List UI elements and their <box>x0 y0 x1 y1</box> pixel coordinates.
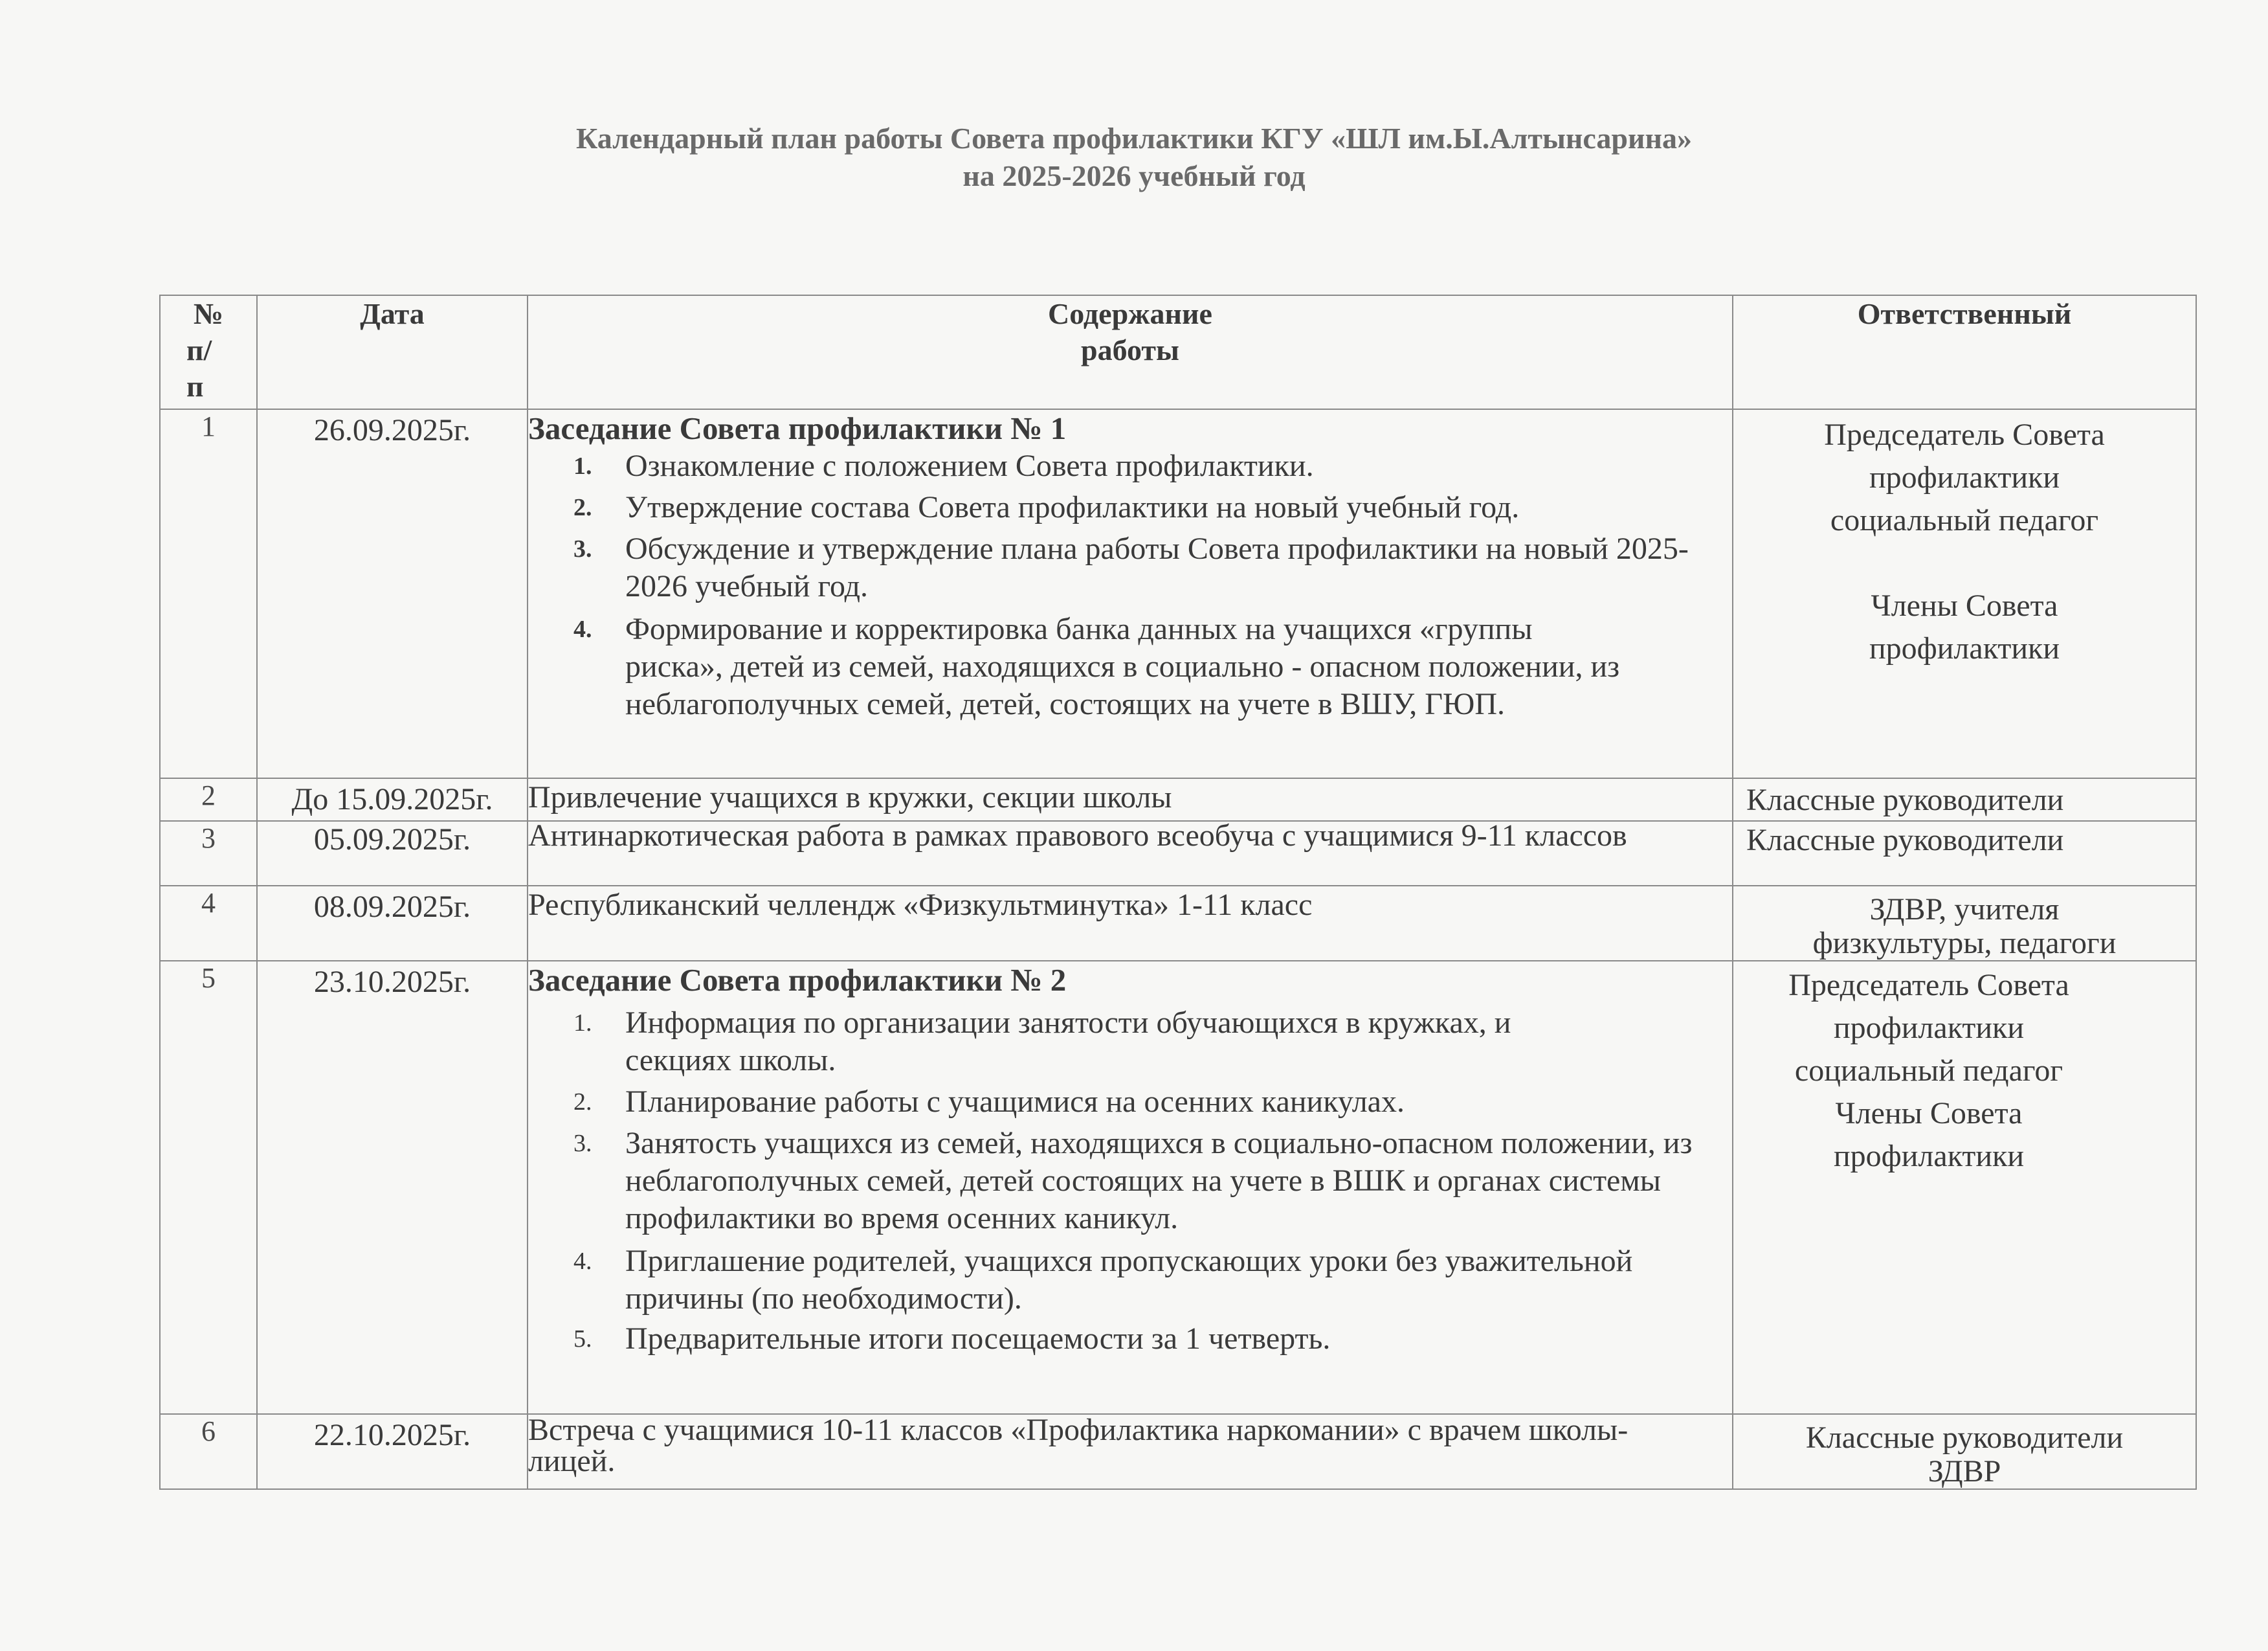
row-responsible <box>1733 961 2196 1414</box>
agenda-list <box>528 447 1732 723</box>
responsible-line: Члены Совета <box>1835 1096 2023 1130</box>
row-date: 22.10.2025г. <box>257 1414 528 1489</box>
row-date: 08.09.2025г. <box>257 886 528 961</box>
list-item: 3. Обсуждение и утверждение плана работы Совета профилактики на новый 2025-2026 учебный год. <box>573 532 1689 603</box>
list-item: 2. Планирование работы с учащимися на осенних каникулах. <box>573 1084 1405 1119</box>
header-content-line: работы <box>1081 333 1179 366</box>
row-num: 2 <box>160 778 257 821</box>
responsible-line: профилактики <box>1869 460 2060 495</box>
row-date: 23.10.2025г. <box>257 961 528 1414</box>
row-responsible: Классные руководители <box>1733 821 2196 886</box>
row-date: 26.09.2025г. <box>257 409 528 778</box>
list-item: 3. Занятость учащихся из семей, находящихся в социально-опасном положении, из неблагополучных семей, детей состоящих на учете в ВШК и органах системы профилактики во время осенних каникул. <box>573 1126 1693 1235</box>
title-line-2: на 2025-2026 учебный год <box>962 159 1306 192</box>
document-title <box>0 120 2268 195</box>
row-num: 6 <box>160 1414 257 1489</box>
row-content: Республиканский челлендж «Физкультминутка» 1-11 класс <box>528 886 1733 961</box>
table-row <box>160 1414 2196 1489</box>
row-num: 4 <box>160 886 257 961</box>
header-num-line: п/ <box>186 333 212 366</box>
row-content <box>528 961 1733 1414</box>
table-row <box>160 821 2196 886</box>
row-responsible: Классные руководители <box>1733 778 2196 821</box>
list-item: 4. Приглашение родителей, учащихся пропускающих уроки без уважительной причины (по необходимости). <box>573 1244 1633 1316</box>
row-content: Встреча с учащимися 10-11 классов «Профилактика наркомании» с врачем школы-лицей. <box>528 1414 1733 1489</box>
row-content: Привлечение учащихся в кружки, секции школы <box>528 778 1733 821</box>
row-num: 1 <box>160 409 257 778</box>
header-responsible: Ответственный <box>1733 295 2196 409</box>
list-item: 5. Предварительные итоги посещаемости за 1 четверть. <box>573 1321 1331 1356</box>
row-responsible <box>1733 886 2196 961</box>
responsible-line: ЗДВР <box>1928 1454 2001 1488</box>
list-item: 1. Информация по организации занятости обучающихся в кружках, и секциях школы. <box>573 1005 1511 1077</box>
title-line-1: Календарный план работы Совета профилактики КГУ «ШЛ им.Ы.Алтынсарина» <box>576 122 1692 155</box>
responsible-line: профилактики <box>1869 631 2060 666</box>
row-responsible <box>1733 409 2196 778</box>
header-num-line: п <box>186 370 204 403</box>
plan-table <box>159 295 2197 1490</box>
table-row <box>160 961 2196 1414</box>
table-row <box>160 886 2196 961</box>
row-num: 3 <box>160 821 257 886</box>
row-content: Антинаркотическая работа в рамках правового всеобуча с учащимися 9-11 классов <box>528 821 1733 886</box>
table-header-row <box>160 295 2196 409</box>
row-responsible <box>1733 1414 2196 1489</box>
header-num-line: № <box>193 297 224 330</box>
responsible-line: профилактики <box>1833 1011 2025 1045</box>
responsible-line: физкультуры, педагоги <box>1812 926 2117 960</box>
row-content <box>528 409 1733 778</box>
meeting-title: Заседание Совета профилактики № 2 <box>528 962 1067 998</box>
responsible-line: социальный педагог <box>1794 1053 2063 1088</box>
row-num: 5 <box>160 961 257 1414</box>
list-item: 4. Формирование и корректировка банка данных на учащихся «группы риска», детей из семей, находящихся в социально - опасном положении, из неблагополучных семей, детей, состоящих на учете в ВШУ, ГЮП. <box>573 612 1620 721</box>
row-date: 05.09.2025г. <box>257 821 528 886</box>
responsible-line: социальный педагог <box>1830 503 2099 537</box>
agenda-list <box>528 999 1732 1358</box>
table-row <box>160 778 2196 821</box>
header-content-line: Содержание <box>1048 297 1212 330</box>
header-content <box>528 295 1733 409</box>
responsible-line: ЗДВР, учителя <box>1869 892 2060 927</box>
responsible-line: Классные руководители <box>1805 1421 2124 1455</box>
list-item: 2. Утверждение состава Совета профилактики на новый учебный год. <box>573 490 1520 524</box>
list-item: 1. Ознакомление с положением Совета профилактики. <box>573 449 1314 483</box>
meeting-title: Заседание Совета профилактики № 1 <box>528 410 1067 446</box>
responsible-line: Председатель Совета <box>1788 968 2069 1002</box>
responsible-line: Председатель Совета <box>1824 418 2105 452</box>
header-date: Дата <box>257 295 528 409</box>
responsible-line: Члены Совета <box>1871 589 2058 623</box>
row-date: До 15.09.2025г. <box>257 778 528 821</box>
responsible-line: профилактики <box>1833 1139 2025 1173</box>
table-row <box>160 409 2196 778</box>
header-num <box>160 295 257 409</box>
